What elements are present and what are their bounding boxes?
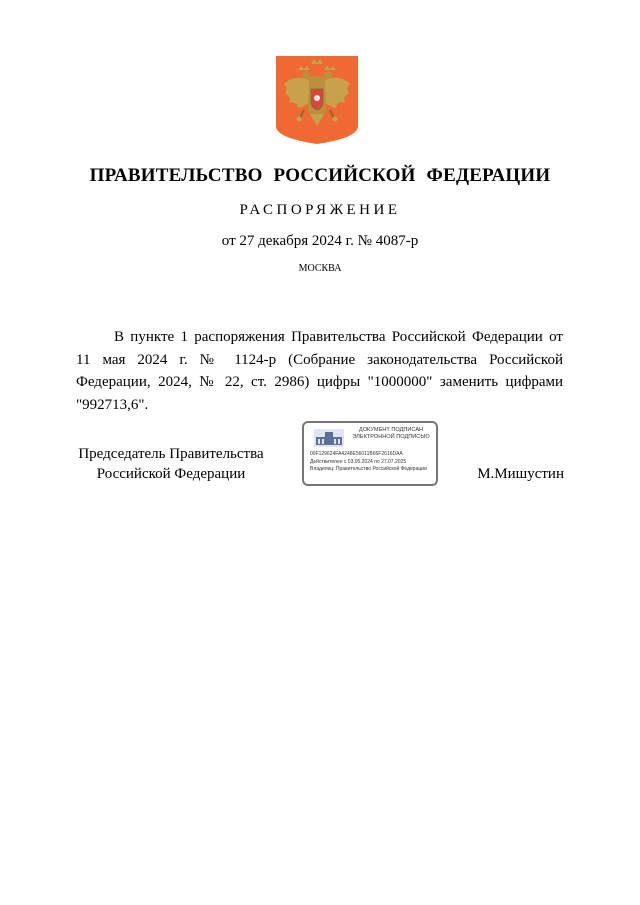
stamp-heading [346,427,436,441]
electronic-signature-stamp [302,421,438,486]
document-date-number: от 27 декабря 2024 г. № 4087-р [221,233,419,249]
government-title: ПРАВИТЕЛЬСТВО РОССИЙСКОЙ ФЕДЕРАЦИИ [89,165,551,186]
stamp-heading-line1: ДОКУМЕНТ ПОДПИСАН [358,427,424,433]
document-body-paragraph: В пункте 1 распоряжения Правительства Российской Федерации от 11 мая 2024 г. № 1124-р (Собрание законодательства Российской Федерации, 2024, № 22, ст. 2986) цифры "1000000" заменить цифрами "992713,6". [76,329,563,413]
signer-title [76,444,266,484]
stamp-heading-line2: ЭЛЕКТРОННОЙ ПОДПИСЬЮ [352,434,430,440]
coat-of-arms-icon [276,56,358,144]
stamp-validity: Действителен с 03.05.2024 по 27.07.2025 [310,459,407,465]
signer-title-line2: Российской Федерации [96,466,246,482]
stamp-certificate-number: 00F129624FA4248E56011B66F2616DAA [310,451,403,457]
document-type: РАСПОРЯЖЕНИЕ [239,202,401,218]
stamp-owner: Владелец: Правительство Российской Федерации [310,466,427,472]
document-city: МОСКВА [298,263,342,274]
stamp-emblem-icon [314,429,344,447]
signer-name: М.Мишустин [477,466,564,482]
signer-title-line1: Председатель Правительства [78,446,264,462]
